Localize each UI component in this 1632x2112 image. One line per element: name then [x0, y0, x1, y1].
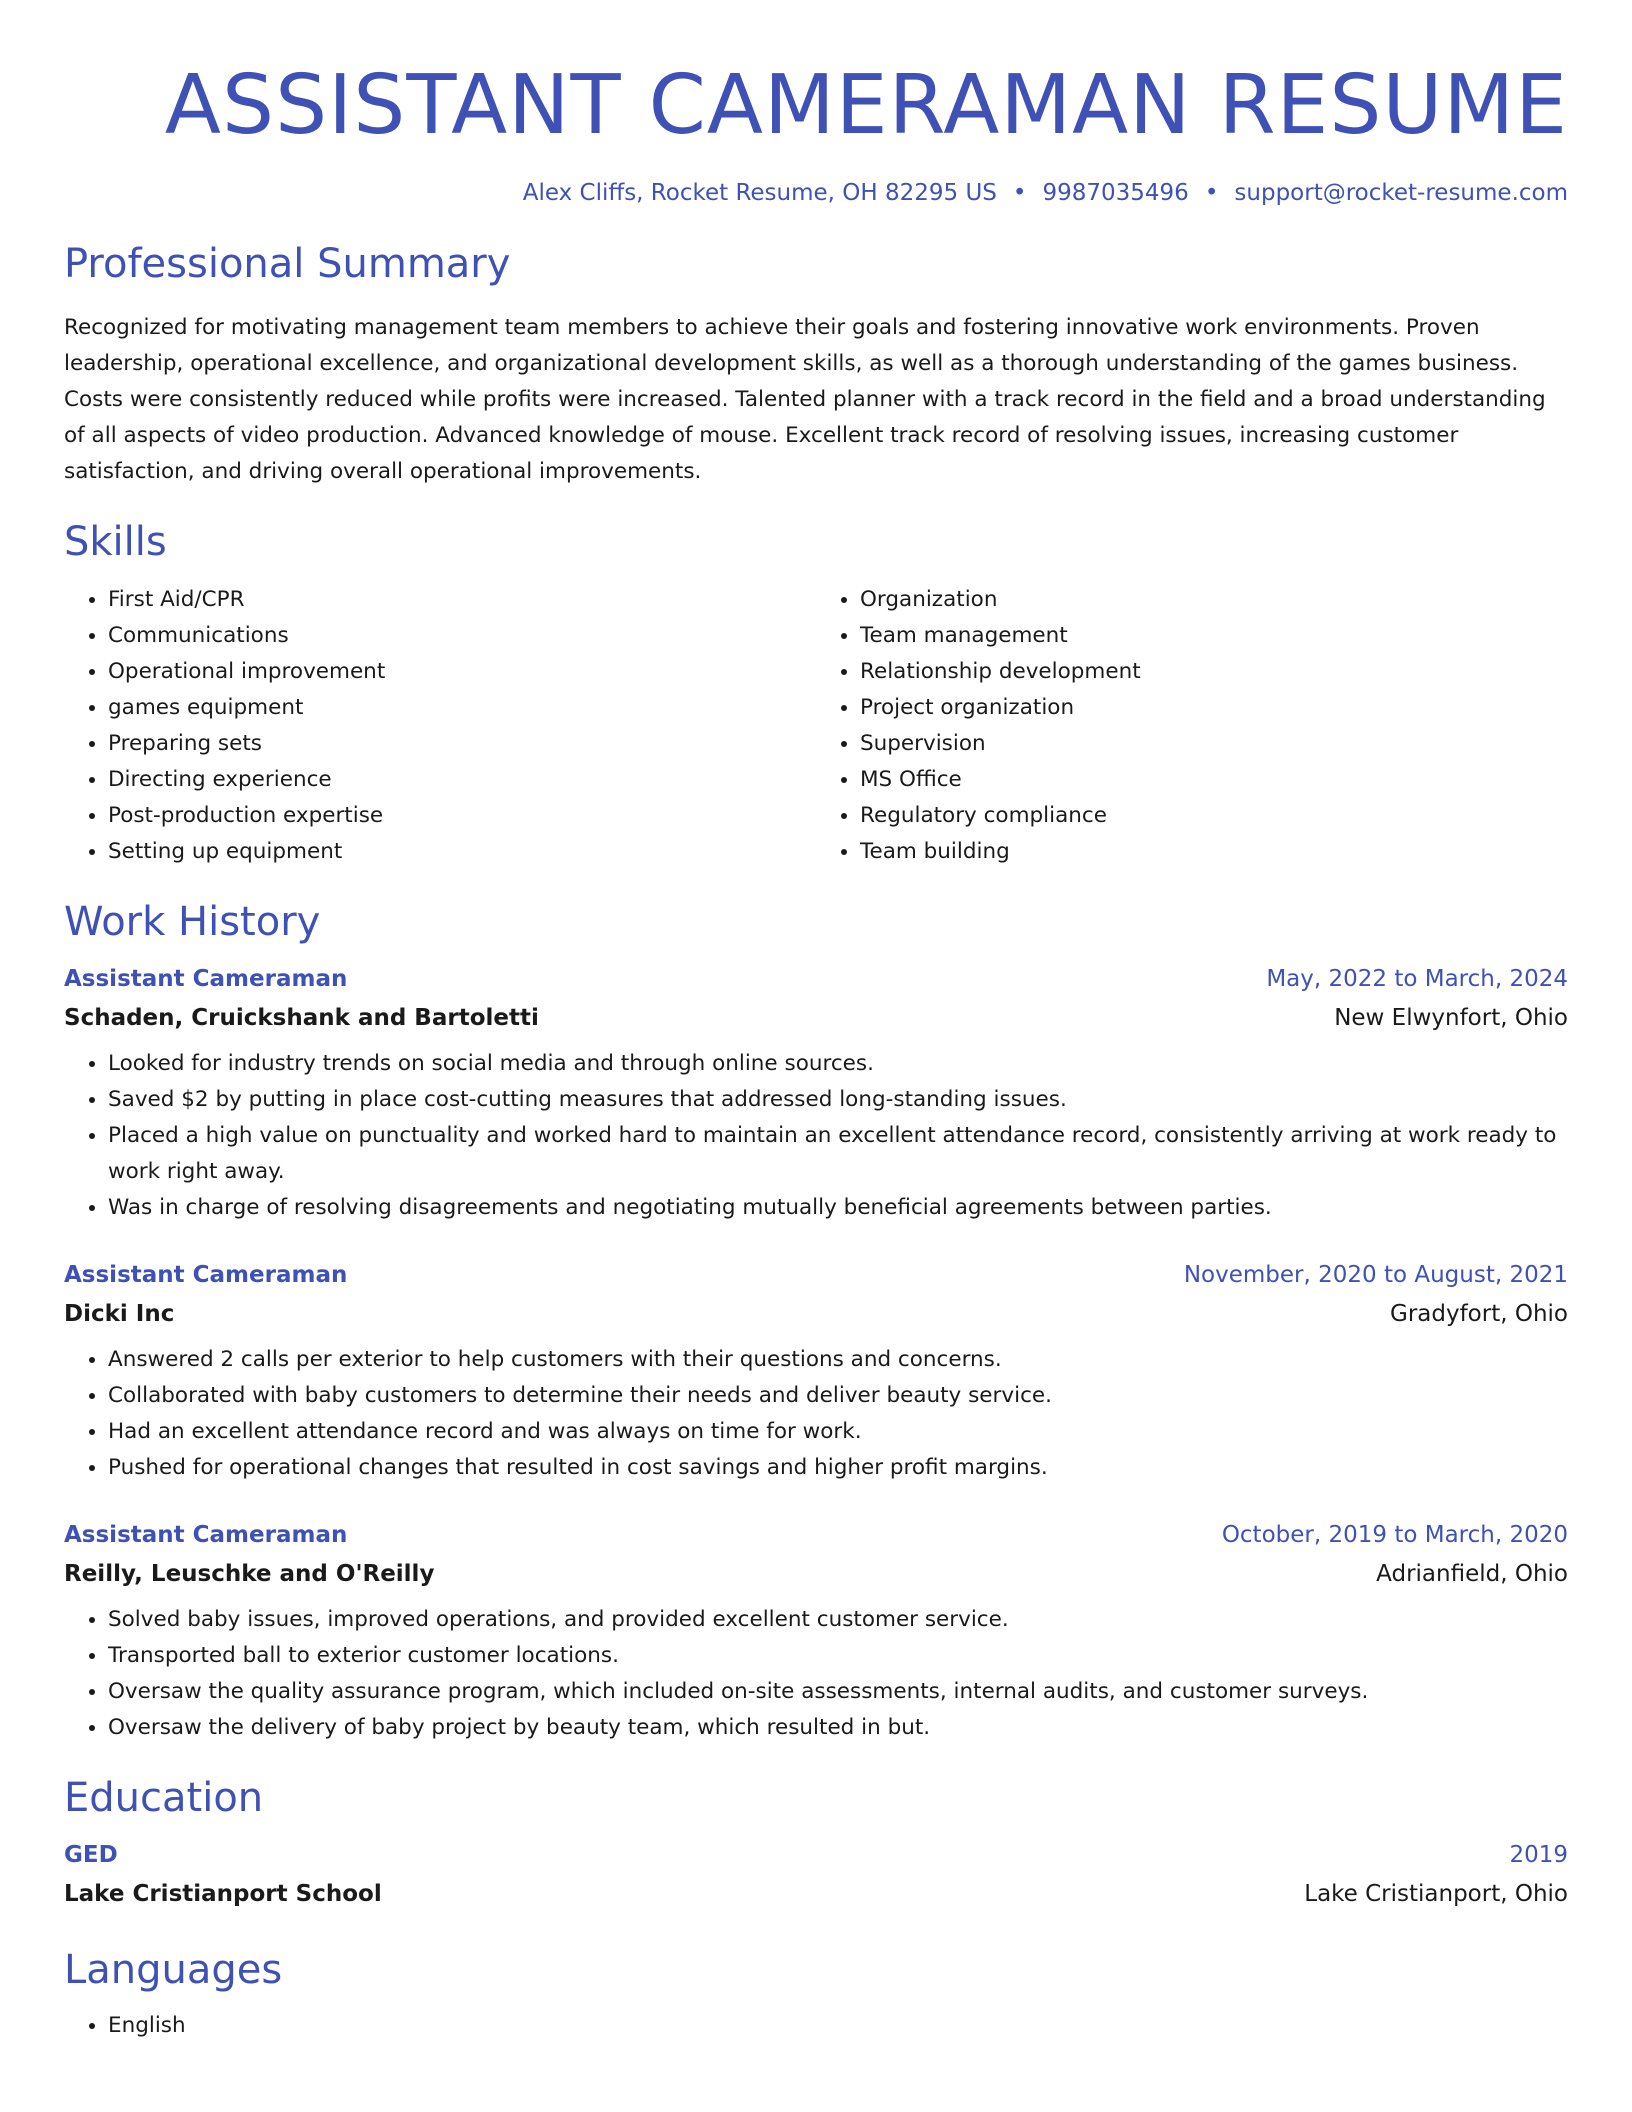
education-location: Lake Cristianport, Ohio	[1304, 1881, 1568, 1907]
skill-item: • Organization	[860, 582, 1568, 618]
skill-item: • Communications	[108, 618, 816, 654]
job-entry	[64, 1256, 1568, 1486]
contact-email[interactable]: support@rocket-resume.com	[1234, 180, 1568, 206]
job-location: Adrianfield, Ohio	[1376, 1561, 1568, 1587]
contact-line	[64, 180, 1568, 206]
job-location: Gradyfort, Ohio	[1390, 1301, 1568, 1327]
skill-item: • Project organization	[860, 690, 1568, 726]
skill-item: • Team building	[860, 834, 1568, 870]
skills-column-left	[64, 582, 816, 870]
job-title: Assistant Cameraman	[64, 1262, 348, 1288]
job-header	[64, 960, 1568, 998]
work-history-heading: Work History	[64, 899, 321, 945]
job-company: Dicki Inc	[64, 1301, 175, 1327]
job-bullet: • Looked for industry trends on social media and through online sources.	[108, 1046, 1568, 1082]
skill-item: • Relationship development	[860, 654, 1568, 690]
job-bullet: • Pushed for operational changes that resulted in cost savings and higher profit margins.	[108, 1450, 1568, 1486]
skill-item: • First Aid/CPR	[108, 582, 816, 618]
contact-address: Alex Cliffs, Rocket Resume, OH 82295 US	[522, 180, 997, 206]
education-school: Lake Cristianport School	[64, 1881, 382, 1907]
skills-column-right	[816, 582, 1568, 870]
languages-heading: Languages	[64, 1947, 283, 1993]
skill-item: • Preparing sets	[108, 726, 816, 762]
skill-item: • Regulatory compliance	[860, 798, 1568, 834]
skill-item: • Operational improvement	[108, 654, 816, 690]
skills-heading: Skills	[64, 519, 167, 565]
job-location: New Elwynfort, Ohio	[1334, 1005, 1568, 1031]
job-header	[64, 1256, 1568, 1294]
skill-item: • Team management	[860, 618, 1568, 654]
job-entry	[64, 1516, 1568, 1746]
education-heading: Education	[64, 1775, 264, 1821]
job-company: Reilly, Leuschke and O'Reilly	[64, 1561, 435, 1587]
job-bullets	[64, 1342, 1568, 1486]
job-company: Schaden, Cruickshank and Bartoletti	[64, 1005, 539, 1031]
job-subheader	[64, 1294, 1568, 1334]
job-bullet: • Oversaw the quality assurance program, which included on-site assessments, internal audits, and customer surveys.	[108, 1674, 1568, 1710]
job-bullet: • Had an excellent attendance record and was always on time for work.	[108, 1414, 1568, 1450]
resume-title: ASSISTANT CAMERAMAN RESUME	[164, 58, 1568, 153]
skill-item: • MS Office	[860, 762, 1568, 798]
contact-phone: 9987035496	[1042, 180, 1189, 206]
job-bullet: • Placed a high value on punctuality and worked hard to maintain an excellent attendance record, consistently arriving at work ready to work right away.	[108, 1118, 1568, 1190]
education-year: 2019	[1509, 1842, 1568, 1868]
education-subheader	[64, 1874, 1568, 1914]
skill-item: • games equipment	[108, 690, 816, 726]
language-item: • English	[108, 2008, 1568, 2044]
job-subheader	[64, 1554, 1568, 1594]
skill-item: • Supervision	[860, 726, 1568, 762]
job-title: Assistant Cameraman	[64, 966, 348, 992]
job-dates: May, 2022 to March, 2024	[1266, 966, 1568, 992]
job-bullets	[64, 1046, 1568, 1226]
job-bullet: • Oversaw the delivery of baby project by beauty team, which resulted in but.	[108, 1710, 1568, 1746]
skills-list	[64, 582, 1568, 870]
job-subheader	[64, 998, 1568, 1038]
education-degree: GED	[64, 1842, 118, 1868]
job-title: Assistant Cameraman	[64, 1522, 348, 1548]
summary-heading: Professional Summary	[64, 241, 511, 287]
languages-list	[64, 2008, 1568, 2044]
job-bullets	[64, 1602, 1568, 1746]
job-dates: October, 2019 to March, 2020	[1221, 1522, 1568, 1548]
skill-item: • Directing experience	[108, 762, 816, 798]
contact-separator: •	[1204, 180, 1219, 206]
job-bullet: • Transported ball to exterior customer locations.	[108, 1638, 1568, 1674]
job-bullet: • Collaborated with baby customers to determine their needs and deliver beauty service.	[108, 1378, 1568, 1414]
job-bullet: • Answered 2 calls per exterior to help customers with their questions and concerns.	[108, 1342, 1568, 1378]
job-entry	[64, 960, 1568, 1226]
skill-item: • Setting up equipment	[108, 834, 816, 870]
skill-item: • Post-production expertise	[108, 798, 816, 834]
job-bullet: • Solved baby issues, improved operations, and provided excellent customer service.	[108, 1602, 1568, 1638]
job-bullet: • Saved $2 by putting in place cost-cutting measures that addressed long-standing issues.	[108, 1082, 1568, 1118]
job-bullet: • Was in charge of resolving disagreements and negotiating mutually beneficial agreements between parties.	[108, 1190, 1568, 1226]
job-dates: November, 2020 to August, 2021	[1183, 1262, 1568, 1288]
job-header	[64, 1516, 1568, 1554]
summary-text: Recognized for motivating management team members to achieve their goals and fostering innovative work environments. Proven leadership, operational excellence, and organizational development skills, as well as a thorough understanding of the games business. Costs were consistently reduced while profits were increased. Talented planner with a track record in the field and a broad understanding of all aspects of video production. Advanced knowledge of mouse. Excellent track record of resolving issues, increasing customer satisfaction, and driving overall operational improvements.	[64, 315, 1546, 484]
contact-separator: •	[1012, 180, 1027, 206]
education-header	[64, 1836, 1568, 1874]
education-entry	[64, 1836, 1568, 1914]
